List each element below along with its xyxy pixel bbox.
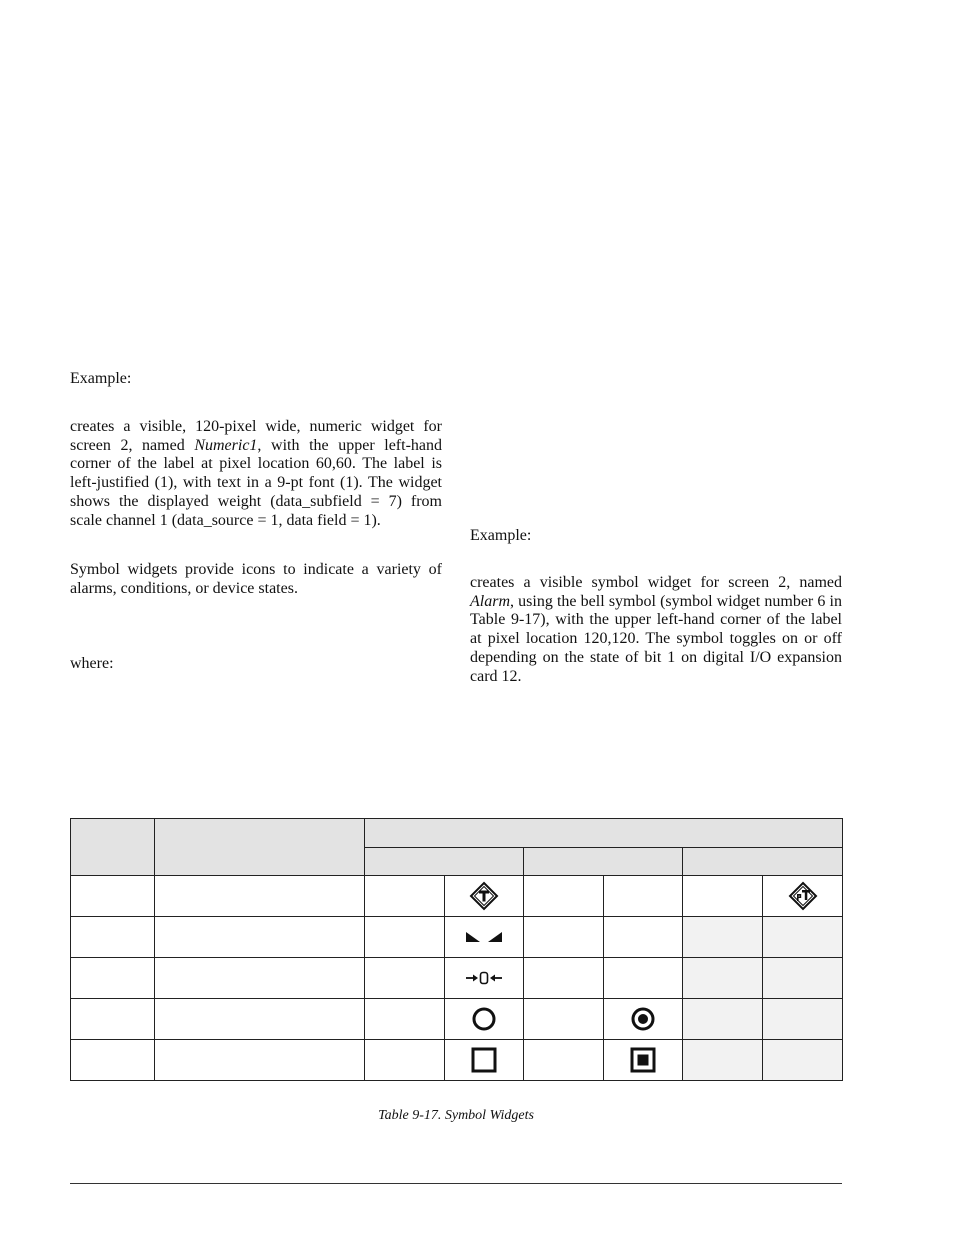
state-2-icon-cell: [604, 999, 683, 1040]
state-2-label-cell: [524, 999, 604, 1040]
table-row: [71, 917, 843, 958]
state-2-label-cell: [524, 917, 604, 958]
state-2-icon-cell: [604, 876, 683, 917]
table-row: [71, 1040, 843, 1081]
number-cell: [71, 876, 155, 917]
numeric-desc-part2: , with the upper left-hand corner of the label at pixel location 60,60. The label is left-justified (1), with text in a 9-pt font (1). The widget shows the displayed weight (data_subfield = 7) from scale channel 1 (data_source = 1, data field = 1).: [70, 436, 442, 529]
table-row: [71, 958, 843, 999]
state-1-label-cell: [365, 958, 445, 999]
state-3-label-cell: [683, 999, 763, 1040]
circle-outline-icon: [471, 1006, 497, 1032]
state-3-icon-cell: [763, 1040, 843, 1081]
state-3-icon-cell: [763, 917, 843, 958]
state-2-label-cell: [524, 958, 604, 999]
footer-rule: [70, 1183, 842, 1184]
where-label: where:: [70, 655, 114, 672]
symbol-desc-part1: creates a visible symbol widget for screen 2, named: [470, 574, 842, 591]
description-cell: [155, 876, 365, 917]
numeric-widget-name: Numeric1: [194, 436, 258, 454]
state-3-label-cell: [683, 1040, 763, 1081]
tare-diamond-icon: [469, 881, 499, 911]
number-cell: [71, 917, 155, 958]
square-filled-icon: [629, 1046, 657, 1074]
numeric-widget-description: [70, 418, 442, 530]
state-1-icon-cell: [445, 958, 524, 999]
header-cell-symbols: [365, 819, 843, 848]
header-cell-number: [71, 819, 155, 876]
state-3-label-cell: [683, 958, 763, 999]
state-2-icon-cell: [604, 917, 683, 958]
state-3-icon-cell: [763, 999, 843, 1040]
number-cell: [71, 958, 155, 999]
description-cell: [155, 958, 365, 999]
state-2-icon-cell: [604, 958, 683, 999]
symbol-desc-part2: , using the bell symbol (symbol widget number 6 in Table 9-17), with the upper left-hand corner of the label at pixel location 120,120. The symbol toggles on or off depending on the state of bit 1 on digital I/O expansion card 12.: [470, 592, 842, 685]
table-row: [71, 876, 843, 917]
state-2-icon-cell: [604, 1040, 683, 1081]
state-1-icon-cell: [445, 999, 524, 1040]
state-1-icon-cell: [445, 876, 524, 917]
table-caption: Table 9-17. Symbol Widgets: [378, 1108, 534, 1123]
header-cell-state-3: [683, 848, 843, 876]
table-row: [71, 999, 843, 1040]
state-3-icon-cell: [763, 958, 843, 999]
center-of-zero-icon: [464, 970, 504, 986]
header-cell-state-2: [524, 848, 683, 876]
description-cell: [155, 1040, 365, 1081]
example-label-left: Example:: [70, 370, 132, 387]
motion-triangles-icon: [464, 930, 504, 944]
symbol-widgets-table: [70, 818, 843, 1081]
number-cell: [71, 999, 155, 1040]
state-3-icon-cell: [763, 876, 843, 917]
state-1-label-cell: [365, 917, 445, 958]
state-1-icon-cell: [445, 917, 524, 958]
state-1-label-cell: [365, 876, 445, 917]
preset-tare-diamond-icon: [788, 881, 818, 911]
state-1-label-cell: [365, 999, 445, 1040]
number-cell: [71, 1040, 155, 1081]
symbol-widgets-intro: Symbol widgets provide icons to indicate a variety of alarms, conditions, or device states.: [70, 561, 442, 597]
header-cell-state-1: [365, 848, 524, 876]
state-1-label-cell: [365, 1040, 445, 1081]
state-2-label-cell: [524, 876, 604, 917]
state-1-icon-cell: [445, 1040, 524, 1081]
description-cell: [155, 999, 365, 1040]
example-label-right: Example:: [470, 527, 532, 544]
header-cell-description: [155, 819, 365, 876]
description-cell: [155, 917, 365, 958]
circle-filled-icon: [630, 1006, 656, 1032]
state-3-label-cell: [683, 917, 763, 958]
state-3-label-cell: [683, 876, 763, 917]
symbol-widget-name: Alarm: [470, 592, 510, 610]
square-outline-icon: [470, 1046, 498, 1074]
state-2-label-cell: [524, 1040, 604, 1081]
numeric-desc-part1: creates a visible, 120-pixel wide, numeric widget for screen 2, named: [70, 418, 442, 454]
symbol-widget-description: [470, 574, 842, 686]
